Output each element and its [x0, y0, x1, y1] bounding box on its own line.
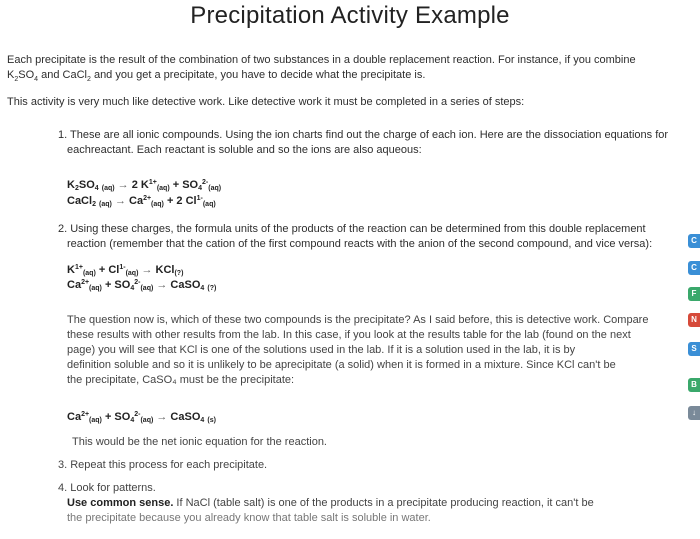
side-tab-7[interactable]: ↓	[688, 406, 700, 420]
step1-equation-1: $K_2SO_4$ $_{(aq)}$ → 2 $K^{1+}_{(aq)} + SO_4^{2-}_{(aq)}$	[67, 179, 222, 192]
step1-line-2: eachreactant. Each reactant is soluble and so the ions are also aqueous:	[67, 144, 422, 156]
step2-paragraph-line-2: these results with other results from the lab. In this case, if you look at the results table for the lab (found on the next	[67, 329, 631, 341]
step2-paragraph-line-4: definition soluble and so it is unlikely to be aprecipitate (a solid) when it is formed in a mixture. Since KCl can't be	[67, 359, 616, 371]
common-sense-label: Use common sense.	[67, 497, 174, 509]
step4-line-1: 4. Look for patterns.	[58, 482, 156, 494]
side-tab-3[interactable]: F	[688, 287, 700, 301]
step2-equation-2: $Ca^{2+}_{(aq)} + SO_4^{2-}_{(aq)}$ → CaSO$_4$ $_{(?)}$	[67, 279, 217, 292]
step4-line-3: the precipitate because you already know that table salt is soluble in water.	[67, 512, 431, 524]
step4-line-2	[67, 496, 594, 511]
step2-paragraph-line-5: the precipitate, CaSO₄ must be the precipitate:	[67, 374, 295, 386]
intro-line-1: Each precipitate is the result of the combination of two substances in a double replacement reaction. For instance, if you combine	[7, 54, 636, 66]
step3-line: 3. Repeat this process for each precipitate.	[58, 459, 268, 471]
step2-line-2: reaction (remember that the cation of the first compound reacts with the anion of the second compound, and vice versa):	[67, 238, 653, 250]
step2-line-1: 2. Using these charges, the formula units of the products of the reaction can be determined from this double replacement	[58, 223, 646, 235]
step2-paragraph-line-3: page) you will see that KCl is one of the solutions used in the lab. If it is a solution used in the lab, it is by	[67, 344, 576, 356]
side-tab-6[interactable]: B	[688, 378, 700, 392]
step2-equation-1: $K^{1+}_{(aq)} + Cl^{1-}_{(aq)} \to KCl_{(?)}$	[67, 264, 184, 277]
step4-line-2-text: If NaCl (table salt) is one of the products in a precipitate producing reaction, it can't be	[173, 497, 594, 509]
page-title: Precipitation Activity Example	[190, 2, 510, 29]
side-tab-4[interactable]: N	[688, 313, 700, 327]
intro-line-2: $K_2SO_4$ and CaCl$_2$ and you get a precipitate, you have to decide what the precipitate is.	[7, 69, 426, 84]
step2-equation-3: $Ca^{2+}_{(aq)} + SO_4^{2-}_{(aq)}$ → CaSO$_4$ $_{(s)}$	[67, 411, 216, 424]
intro-line-3: This activity is very much like detective work. Like detective work it must be completed in a series of steps:	[7, 96, 525, 108]
step2-paragraph-line-1: The question now is, which of these two compounds is the precipitate? As I said before, this is detective work. Compare	[67, 314, 649, 326]
side-tab-1[interactable]: C	[688, 234, 700, 248]
side-tab-5[interactable]: S	[688, 342, 700, 356]
step1-equation-2: CaCl$_2$ $_{(aq)} \to Ca^{2+}_{(aq)} + 2$ $Cl^{1-}_{(aq)}$	[67, 195, 216, 208]
net-ionic-note: This would be the net ionic equation for the reaction.	[72, 436, 327, 448]
side-tab-2[interactable]: C	[688, 261, 700, 275]
step1-line-1: 1. These are all ionic compounds. Using the ion charts find out the charge of each ion. Here are the dissociation equations for	[58, 129, 669, 141]
